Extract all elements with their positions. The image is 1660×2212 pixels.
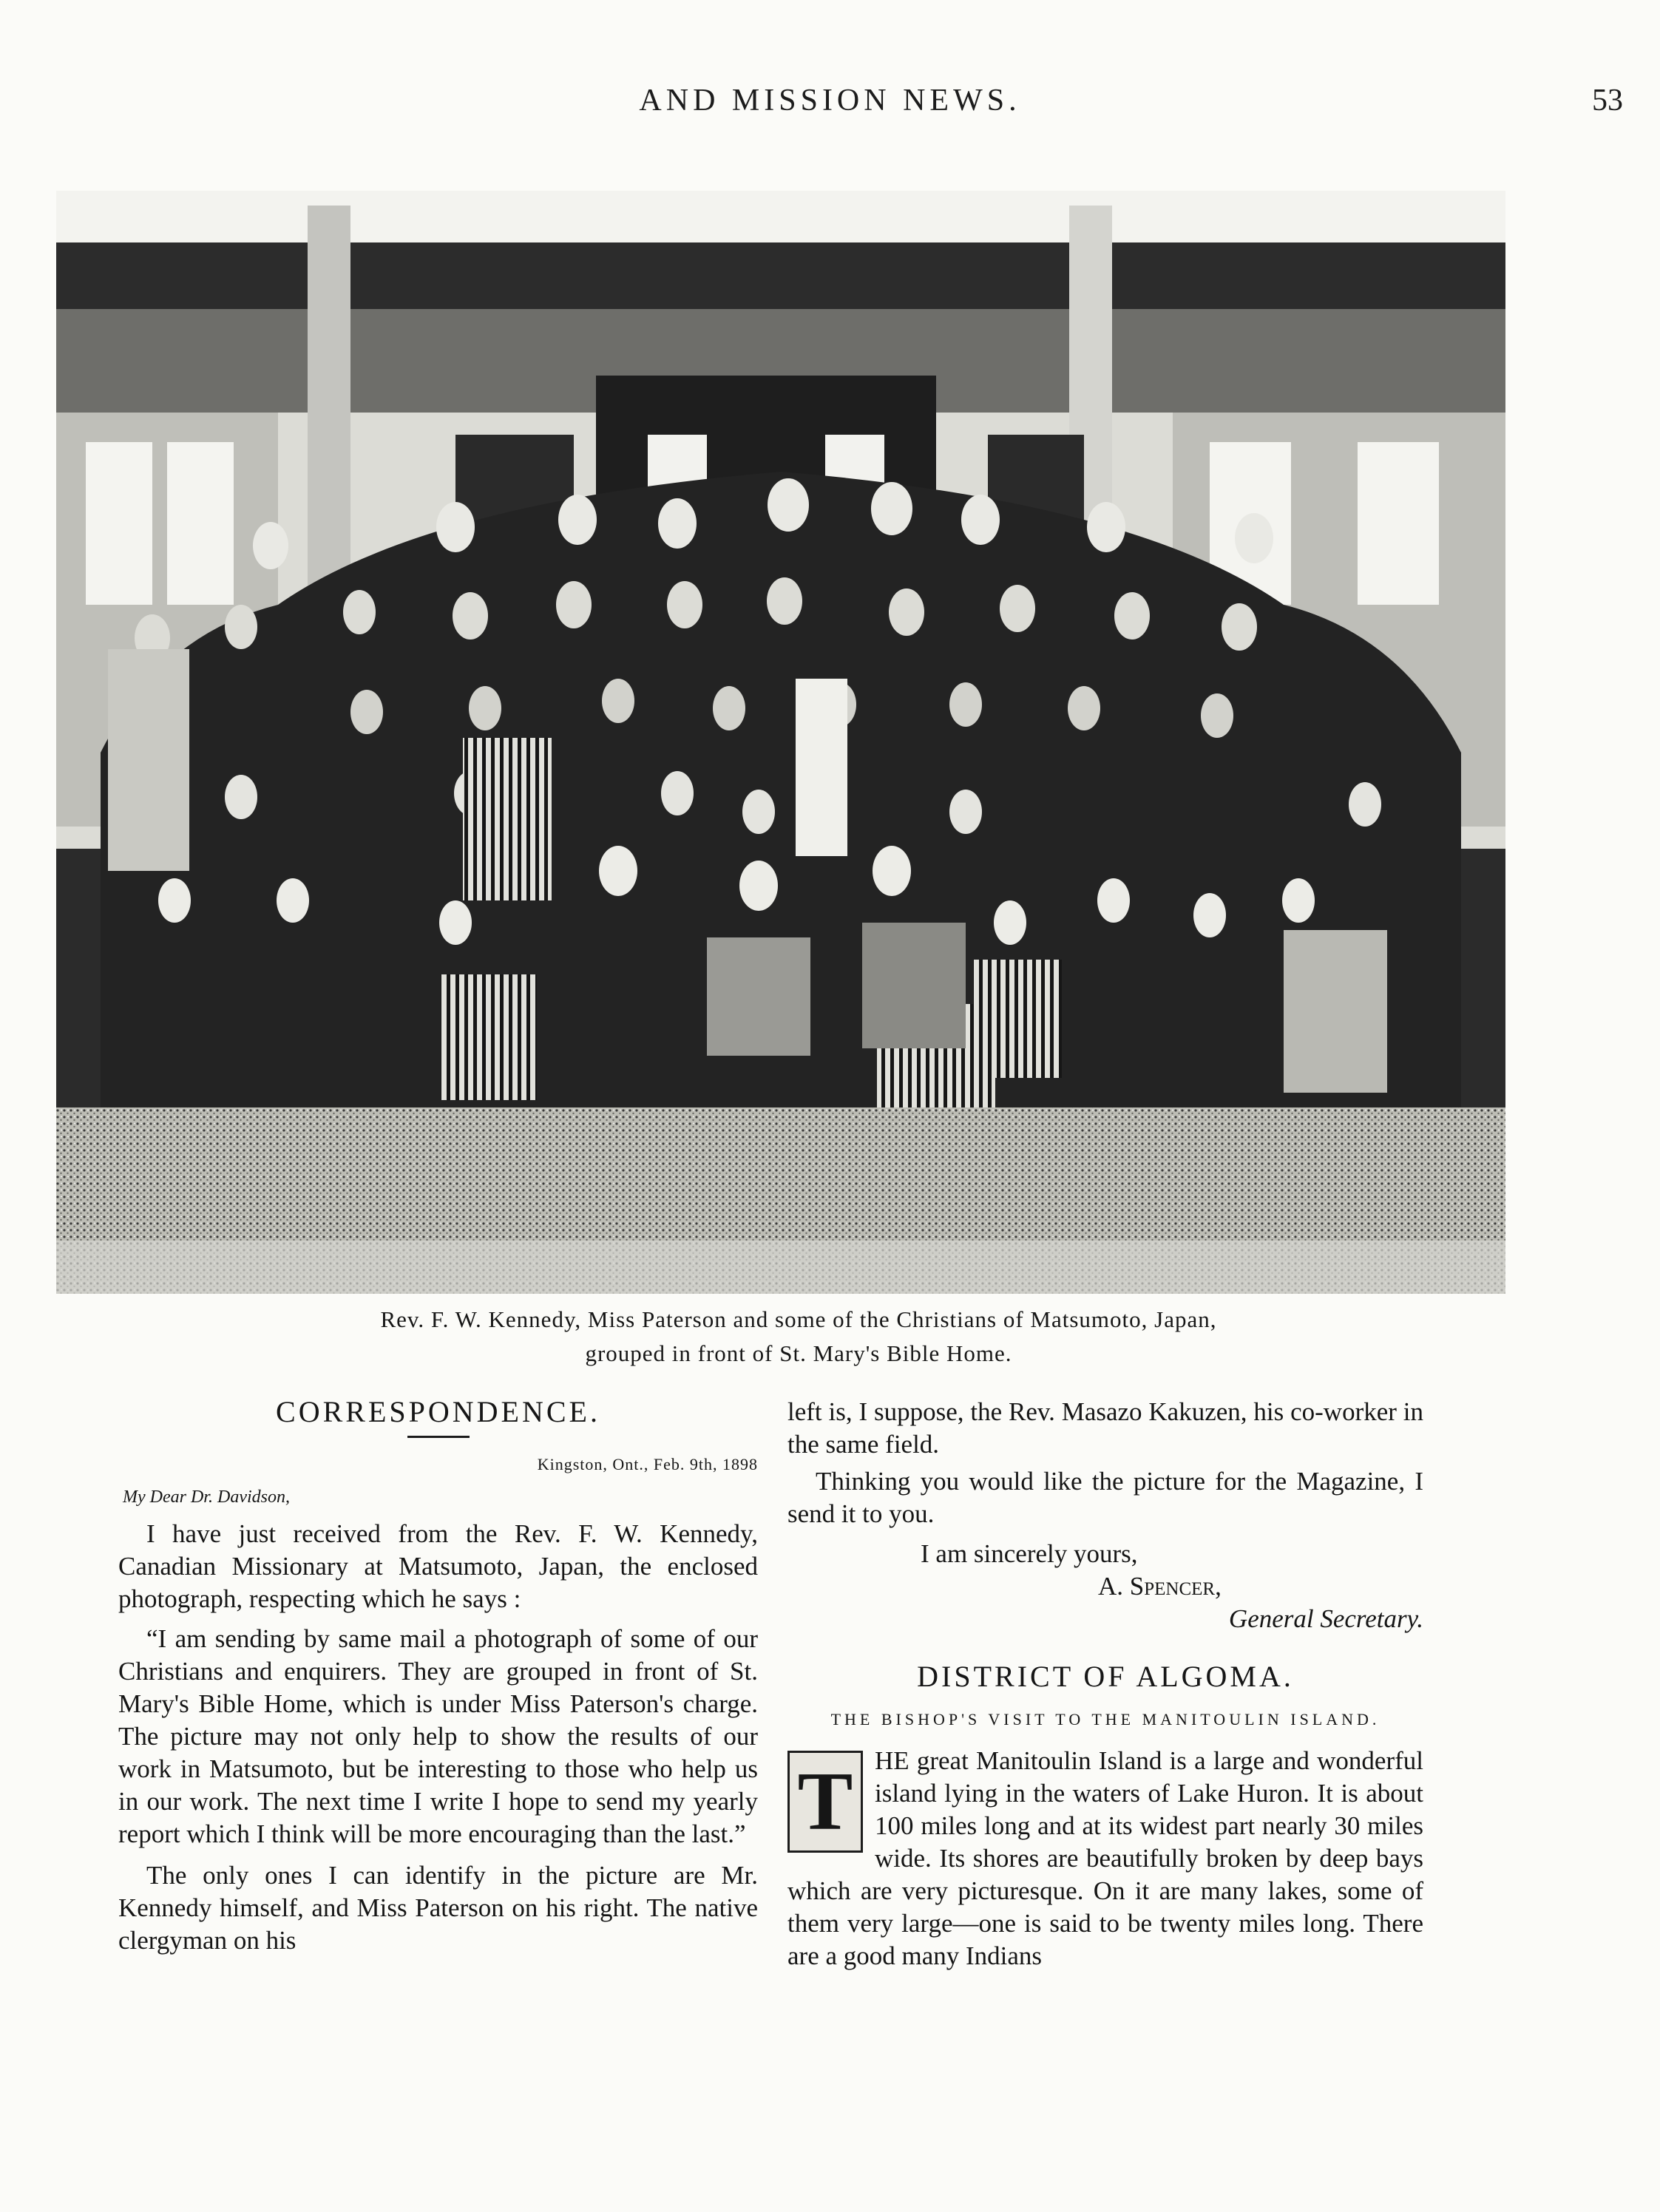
signature-title: General Secretary. — [1228, 1604, 1423, 1633]
letter-paragraph-3: Thinking you would like the picture for the Magazine, I send it to you. — [787, 1467, 1423, 1528]
article-subhead: THE BISHOP'S VISIT TO THE MANITOULIN ISLAND. — [830, 1710, 1380, 1728]
left-column — [118, 1396, 758, 1964]
article-text: HE great Manitoulin Island is a large and wonderful island lying in the waters of Lake Huron. It is about 100 miles long and at its widest part nearly 30 miles wide. Its shores are beautifully broken by deep bays which are very picturesque. On it are many lakes, some of them very large—one is said to be twenty miles long. There are a good many Indians — [787, 1746, 1423, 1970]
letter-dateline: Kingston, Ont., Feb. 9th, 1898 — [537, 1455, 758, 1473]
page-number: 53 — [1592, 84, 1623, 118]
drop-cap: T — [787, 1751, 863, 1853]
letter-paragraph-2: The only ones I can identify in the picture are Mr. Kennedy himself, and Miss Paterson on his right. The native clergyman on his — [118, 1861, 758, 1955]
right-column — [787, 1396, 1423, 1972]
title-rule — [407, 1436, 470, 1438]
correspondence-title: CORRESPONDENCE. — [276, 1395, 600, 1428]
algoma-title: DISTRICT OF ALGOMA. — [917, 1660, 1294, 1693]
quoted-letter: “I am sending by same mail a photograph of some of our Christians and enquirers. They are grouped in front of St. Mary's Bible Home, which is under Miss Paterson's charge. The picture may not only help to show the results of our work in Matsumoto, but be interesting to those who help us in our work. The next time I write I hope to send my yearly report which I think will be more encouraging than the last.” — [118, 1624, 758, 1848]
photograph-image — [56, 191, 1505, 1294]
article-body — [787, 1745, 1423, 1972]
photo-caption — [163, 1303, 1434, 1371]
caption-line-1: Rev. F. W. Kennedy, Miss Paterson and some of the Christians of Matsumoto, Japan, — [380, 1306, 1217, 1332]
letter-paragraph-1: I have just received from the Rev. F. W. Kennedy, Canadian Missionary at Matsumoto, Japan, the enclosed photograph, respecting which he says : — [118, 1519, 758, 1613]
group-photograph — [56, 191, 1505, 1294]
letter-closing: I am sincerely yours, — [921, 1539, 1138, 1568]
page-header — [0, 83, 1660, 127]
signature-name: A. Spencer, — [1098, 1572, 1222, 1601]
algoma-section — [787, 1660, 1423, 1972]
letter-continuation: left is, I suppose, the Rev. Masazo Kakuzen, his co-worker in the same field. — [787, 1397, 1423, 1459]
letter-salutation: My Dear Dr. Davidson, — [123, 1487, 290, 1507]
running-head: AND MISSION NEWS. — [639, 84, 1021, 118]
caption-line-2: grouped in front of St. Mary's Bible Home. — [585, 1340, 1012, 1366]
